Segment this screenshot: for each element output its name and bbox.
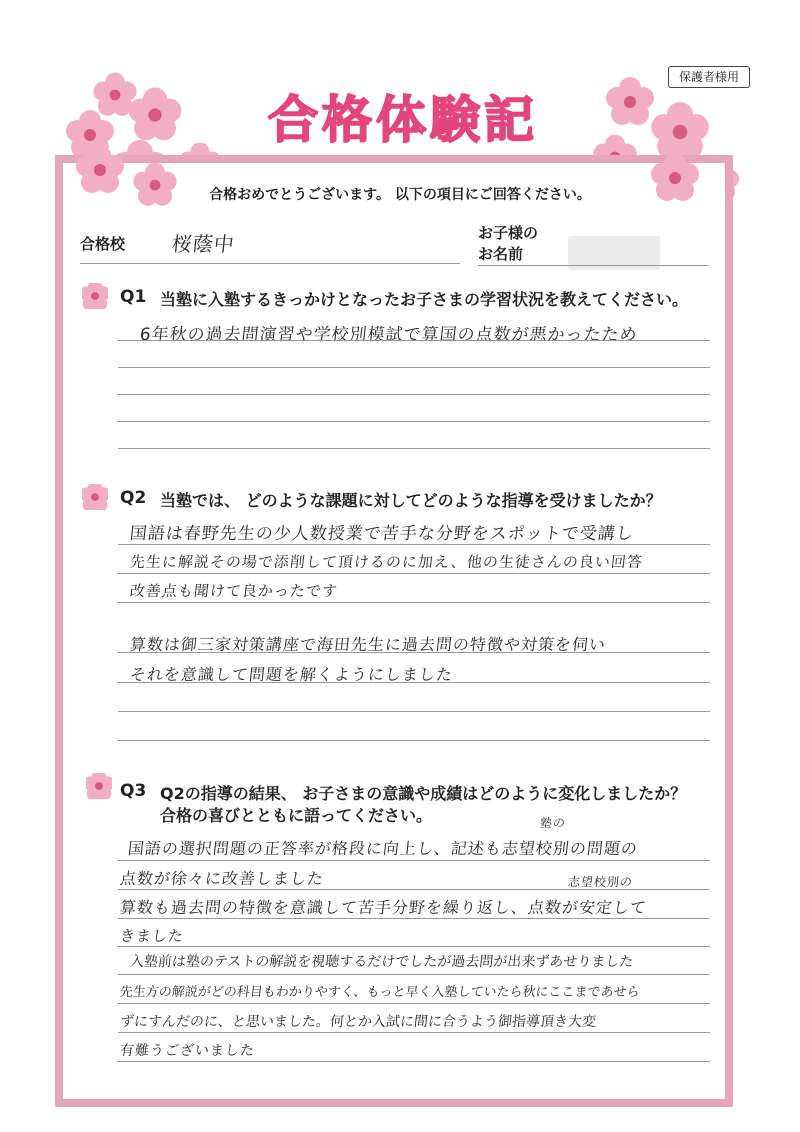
q1-text: 当塾に入塾するきっかけとなったお子さまの学習状況を教えてください。 — [160, 290, 689, 309]
q3-answer-line: 点数が徐々に改善しました — [118, 869, 325, 888]
q2-text: 当塾では、 どのような課題に対してどのような指導を受けましたか？ — [160, 491, 662, 510]
q2-answer-line: 算数は御三家対策講座で海田先生に過去問の特徴や対策を伺い — [128, 635, 607, 654]
q3-answer-line: 入塾前は塾のテストの解説を視聴するだけでしたが過去問が出来ずあせりました — [129, 954, 635, 970]
q3-rule — [118, 974, 710, 975]
name-label-line2: お名前 — [478, 245, 524, 263]
q2-rule — [118, 544, 710, 545]
q1-number: Q1 — [120, 287, 147, 307]
q3-answer-line: 算数も過去問の特徴を意識して苦手分野を繰り返し、点数が安定して — [118, 898, 648, 917]
q3-number: Q3 — [120, 781, 147, 801]
q2-rule — [118, 573, 710, 574]
q3-annotation: 志望校別の — [567, 875, 634, 889]
q3-rule — [118, 860, 710, 861]
q2-rule — [118, 652, 710, 653]
q3-answer-line: 国語の選択問題の正答率が格段に向上し、記述も志望校別の問題の — [126, 839, 639, 858]
school-value: 桜蔭中 — [170, 232, 237, 256]
q3-rule — [118, 946, 710, 947]
q2-rule — [118, 740, 710, 741]
q2-answer-line: 先生に解説その場で添削して頂けるのに加え、他の生徒さんの良い回答 — [129, 553, 644, 571]
q1-answer-line: 6年秋の過去問演習や学校別模試で算国の点数が悪かったため — [138, 325, 639, 345]
q3-text-line1: Q2の指導の結果、 お子さまの意識や成績はどのように変化しましたか？ — [160, 784, 687, 803]
cherry-blossom-icon — [86, 773, 112, 799]
school-label: 合格校 — [80, 235, 126, 253]
q1-rule — [118, 421, 710, 422]
q2-number: Q2 — [120, 488, 147, 508]
q3-text-line2: 合格の喜びとともに語ってください。 — [160, 806, 433, 825]
q3-rule — [118, 1032, 710, 1033]
q1-rule — [118, 367, 710, 368]
q3-annotation: 塾の — [539, 816, 567, 830]
q3-rule — [118, 1003, 710, 1004]
q1-rule — [118, 394, 710, 395]
q2-rule — [118, 602, 710, 603]
q3-rule — [118, 1061, 710, 1062]
cherry-blossom-icon — [82, 484, 108, 510]
school-rule — [80, 263, 460, 264]
q3-answer-line: きました — [119, 927, 185, 945]
q3-answer-line: 先生方の解説がどの科目もわかりやすく、もっと早く入塾していたら秋にここまであせら — [119, 985, 641, 1000]
q2-rule — [118, 682, 710, 683]
q1-rule — [118, 448, 710, 449]
intro-text: 合格おめでとうございます。 以下の項目にご回答ください。 — [209, 187, 591, 203]
q3-rule — [118, 918, 710, 919]
cherry-blossom-icon — [82, 283, 108, 309]
q2-answer-line: それを意識して問題を解くようにしました — [128, 665, 454, 684]
q1-rule — [118, 340, 710, 341]
q2-answer-line: 国語は春野先生の少人数授業で苦手な分野をスポットで受講し — [128, 524, 635, 544]
audience-badge: 保護者様用 — [668, 66, 750, 88]
page-title: 合格体験記 — [268, 90, 538, 149]
q3-rule — [118, 889, 710, 890]
q2-rule — [118, 711, 710, 712]
q3-answer-line: 有難うございました — [119, 1043, 256, 1059]
name-rule — [478, 265, 708, 266]
q2-answer-line: 改善点も聞けて良かったです — [129, 582, 339, 600]
name-label-line1: お子様の — [478, 224, 539, 242]
q3-answer-line: ずにすんだのに、と思いました。何とか入試に間に合うよう御指導頂き大変 — [119, 1014, 597, 1030]
